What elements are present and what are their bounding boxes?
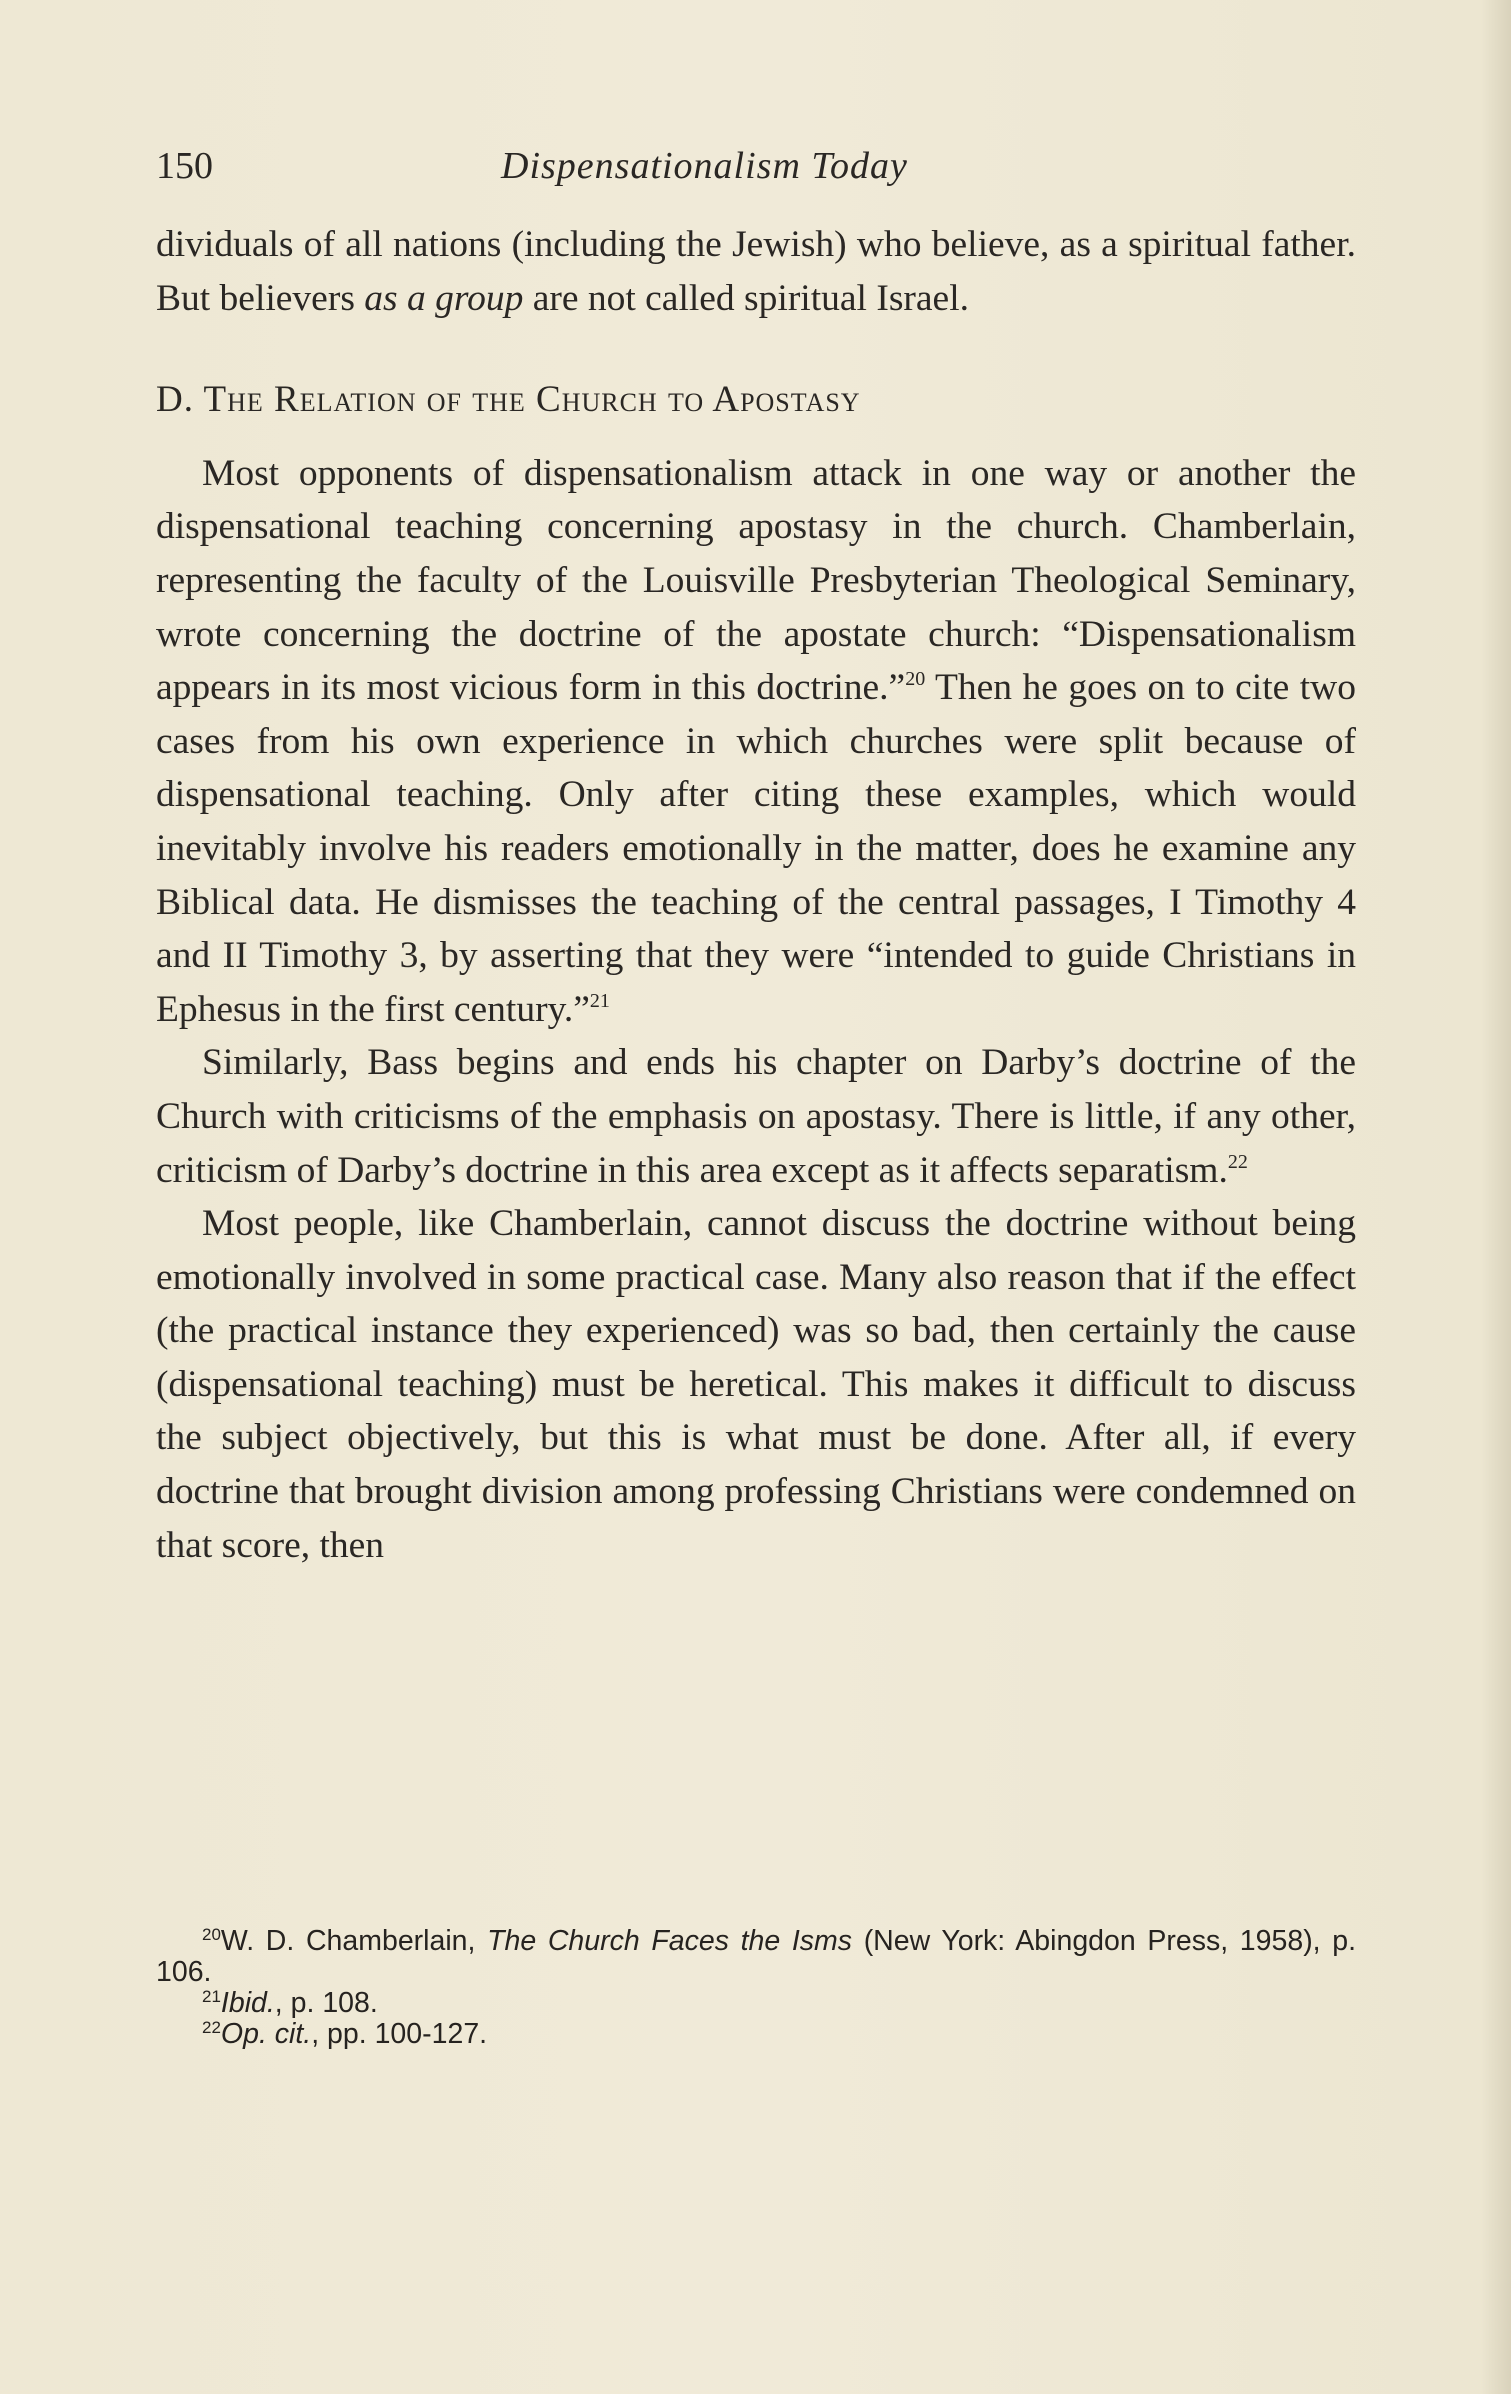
footnote-ref: 22 [1227,1150,1248,1173]
footnote: $^{20}$W. D. Chamberlain, The Church Faces the Isms (New York: Abingdon Press, 1958), p. 106. [156,1925,1357,1988]
paragraph: Most opponents of dispensationalism attack in one way or another the dispensational teaching concerning apostasy in the church. Chamberlain, representing the faculty of the Louisville Presbyterian Theological Seminary, wrote concerning the doctrine of the apostate church: “Dispensationalism appears in its most vicious form in this doctrine.”$^{20}$ Then he goes on to cite two cases from his own experience in which churches were split because of dispensational teaching. Only after citing these examples, which would inevitably involve his readers emotionally in the matter, does he examine any Biblical data. He dismisses the teaching of the central passages, I Timothy 4 and II Timothy 3, by asserting that they were “intended to guide Christians in Ephesus in the first century.”$^{21}$ [156,452,1356,1030]
footnote: $^{22}$Op. cit., pp. 100-127. [202,2018,488,2050]
emphasis: as a group [364,277,524,319]
running-title: Dispensationalism Today [501,145,908,187]
page-header [156,144,1356,204]
page-number: 150 [156,145,213,187]
footnote-ref: 20 [905,668,926,691]
footnote-ref: 21 [589,989,610,1012]
paragraph: Similarly, Bass begins and ends his chapter on Darby’s doctrine of the Church with criticisms of the emphasis on apostasy. There is little, if any other, criticism of Darby’s doctrine in this area except as it affects separatism.$^{22}$ [156,1042,1356,1191]
body-text [156,218,1356,1572]
paragraph: Most people, like Chamberlain, cannot discuss the doctrine without being emotionally involved in some practical case. Many also reason that if the effect (the practical instance they experienced) was so bad, then certainly the cause (dispensational teaching) must be heretical. This makes it difficult to discuss the subject objectively, but this is what must be done. After all, if every doctrine that brought division among professing Christians were condemned on that score, then [156,1203,1356,1566]
footnote-number: 21 [202,1987,221,2006]
section-heading: D. The Relation of the Church to Apostasy [156,379,861,421]
paragraph-continued: dividuals of all nations (including the Jewish) who believe, as a spiritual father. But believers as a group are not called spiritual Israel. [156,224,1356,319]
footnote-number: 22 [202,2018,221,2037]
footnote: $^{21}$Ibid., p. 108. [202,1987,378,2019]
footnotes [156,1926,1356,2050]
footnote-number: 20 [202,1925,221,1944]
